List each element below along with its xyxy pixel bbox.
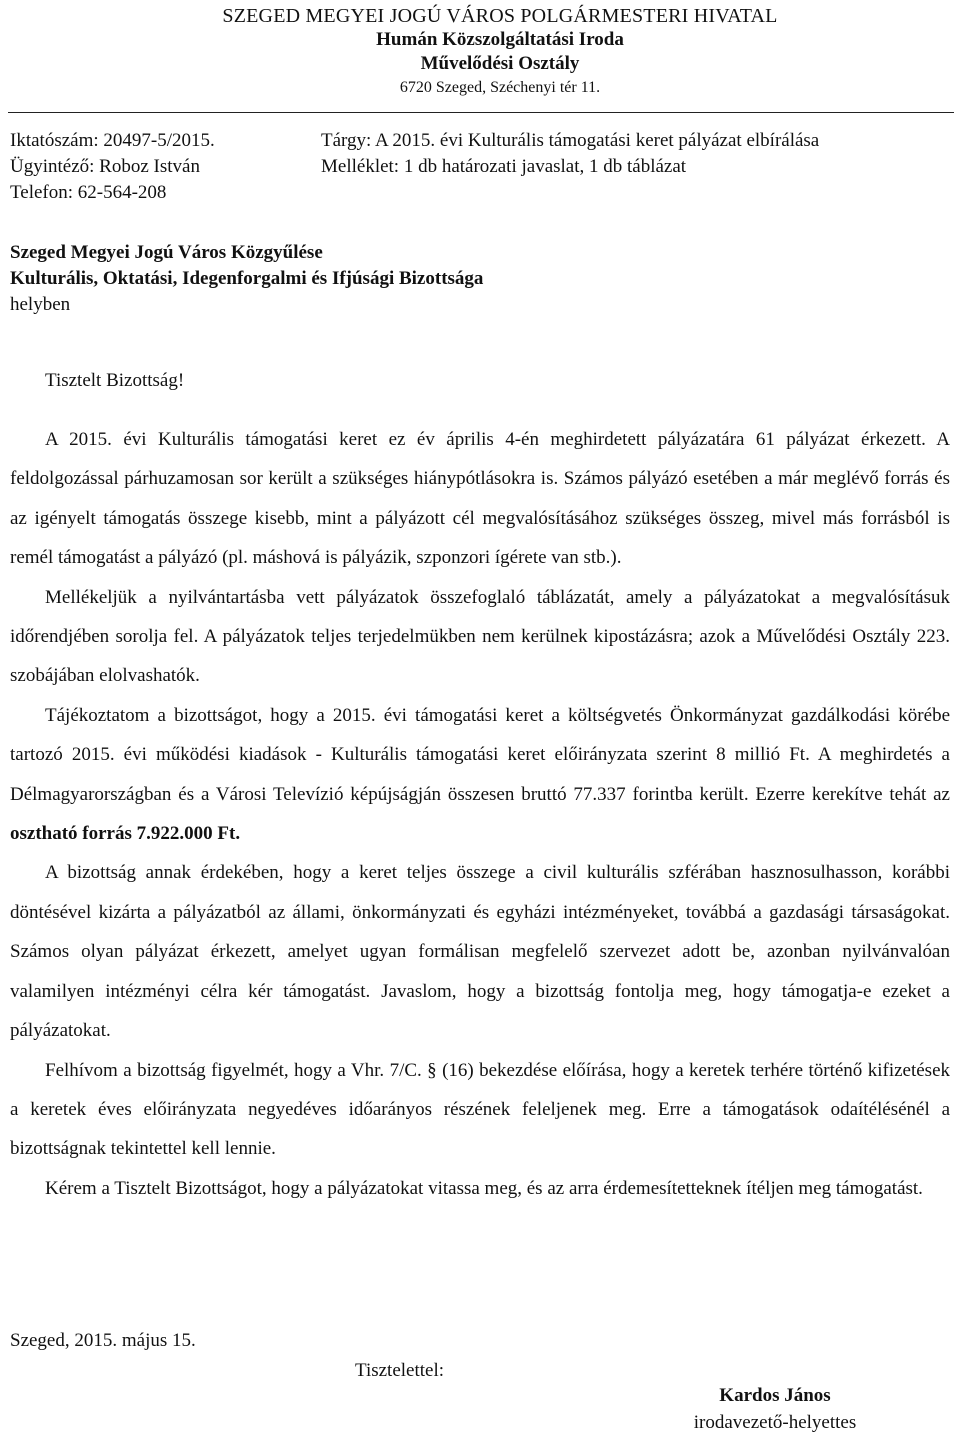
subject: Tárgy: A 2015. évi Kulturális támogatási keret pályázat elbírálása — [321, 130, 820, 151]
salutation: Tisztelt Bizottság! — [45, 370, 185, 391]
signer-name: Kardos János — [719, 1385, 831, 1406]
body-paragraph: Felhívom a bizottság figyelmét, hogy a Vhr. 7/C. § (16) bekezdése előírása, hogy a keretek terhére történő kifizetések a keretek éves előirányzata negyedéves időarányos részének feleljenek meg. Erre a támogatások odaítélésénél a bizottságnak tekintettel kell lennie. — [10, 1059, 950, 1160]
case-officer: Ügyintéző: Roboz István — [10, 156, 200, 177]
body-paragraph: Mellékeljük a nyilvántartásba vett pályázatok összefoglaló táblázatát, amely a pályázatokat a megvalósításuk időrendjében sorolja fel. A pályázatok teljes terjedelmükben nem kerülnek kipostázásra; azok a Művelődési Osztály 223. szobájában elolvashatók. — [10, 586, 950, 687]
addressee-location: helyben — [10, 294, 71, 315]
attachment: Melléklet: 1 db határozati javaslat, 1 db táblázat — [321, 156, 687, 177]
available-funds: osztható forrás 7.922.000 Ft. — [10, 823, 241, 845]
closing: Tisztelettel: — [355, 1360, 445, 1381]
letter-date: Szeged, 2015. május 15. — [10, 1330, 196, 1351]
addressee-assembly: Szeged Megyei Jogú Város Közgyűlése — [10, 242, 323, 263]
letterhead-department: Humán Közszolgáltatási Iroda — [376, 29, 624, 50]
body-paragraph: Kérem a Tisztelt Bizottságot, hogy a pályázatokat vitassa meg, és az arra érdemesítetteknek ítéljen meg támogatást. — [45, 1177, 923, 1199]
letterhead — [120, 4, 880, 100]
addressee-block — [10, 240, 483, 318]
body-paragraph: A bizottság annak érdekében, hogy a keret teljes összege a civil kulturális szférában hasznosulhasson, korábbi döntésével kizárta a pályázatból az állami, önkormányzati és egyházi intézményeket, továbbá a gazdasági társaságokat. Számos olyan pályázat érkezett, amelyet ugyan formálisan megfelelő szervezet adott be, azonban nyilvánvalóan valamilyen intézményi célra kér támogatást. Javaslom, hogy a bizottság fontolja meg, hogy támogatja-e ezeket a pályázatokat. — [10, 862, 950, 1042]
letterhead-office: SZEGED MEGYEI JOGÚ VÁROS POLGÁRMESTERI HIVATAL — [222, 5, 778, 27]
subject-block — [321, 128, 819, 180]
letterhead-division: Művelődési Osztály — [420, 53, 580, 74]
addressee-committee: Kulturális, Oktatási, Idegenforgalmi és Ifjúsági Bizottsága — [10, 268, 484, 289]
body-paragraph — [10, 696, 950, 854]
body-text: Tájékoztatom a bizottságot, hogy a 2015. évi támogatási keret a költségvetés Önkormányzat gazdálkodási körébe tartozó 2015. évi működési kiadások - Kulturális támogatási keret előirányzata szerint 8 millió Ft. A meghirdetés a Délmagyarországban és a Városi Televízió képújságján összesen bruttó 77.337 forintba került. Ezerre kerekítve tehát az — [10, 704, 950, 805]
phone: Telefon: 62-564-208 — [10, 182, 167, 203]
letterhead-address: 6720 Szeged, Széchenyi tér 11. — [399, 79, 601, 96]
signer-title: irodavezető-helyettes — [693, 1412, 857, 1433]
reference-number: Iktatószám: 20497-5/2015. — [10, 130, 215, 151]
letter-body — [10, 420, 950, 1208]
header-divider — [8, 112, 954, 113]
signature-block — [670, 1382, 880, 1436]
body-paragraph: A 2015. évi Kulturális támogatási keret ez év április 4-én meghirdetett pályázatára 61 pályázat érkezett. A feldolgozással párhuzamosan sor került a szükséges hiánypótlásokra is. Számos pályázó esetében a már meglévő forrás és az igényelt támogatás összege kisebb, mint a pályázott cél megvalósításához szükséges összeg, mivel más forrásból is remél támogatást a pályázó (pl. máshová is pályázik, szponzori ígérete van stb.). — [10, 429, 950, 569]
reference-block — [10, 128, 215, 206]
